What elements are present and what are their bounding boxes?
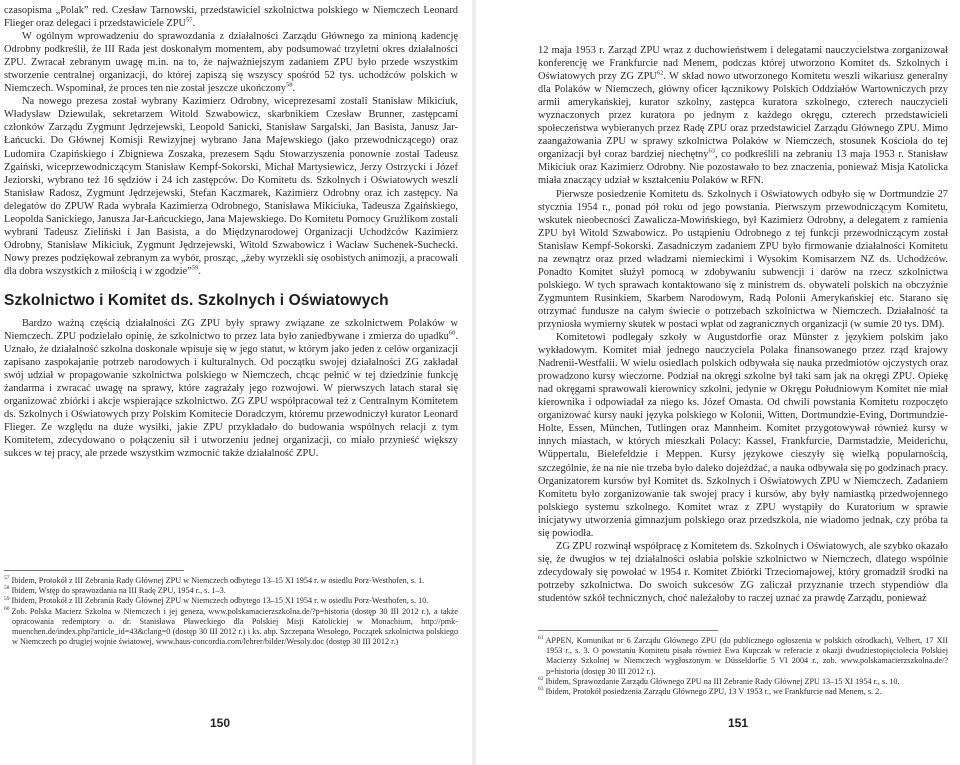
footnotes <box>4 570 458 647</box>
footnote: $^{58}$ Ibidem, Wstęp do sprawozdania na III Radę ZPU, 1954 r., s. 1–3. <box>4 585 226 596</box>
paragraph: W ogólnym wprowadzeniu do sprawozdania z działalności Zarządu Głównego za minioną kadencję Odrobny podkreślił, że III Rada jest doskonałym momentem, aby podsumować trzyletni okres działalności ZPU. Zwracał zebranym uwagę m.in. na to, że najważniejszym zadaniem ZPU było przede wszystkim stworzenie centralnej organizacji, do której zapiszą się wszyscy spośród 52 tys. uchodźców polskich w Niemczech. Wspominał, że proces ten nie został jeszcze ukończony$^{58}$. <box>4 31 458 95</box>
right-page <box>478 0 960 765</box>
footnote-ref: 62 <box>656 69 664 77</box>
left-page <box>0 0 470 765</box>
paragraph: Pierwsze posiedzenie Komitetu ds. Szkolnych i Oświatowych odbyło się w Dortmundzie 27 stycznia 1954 r., ponad pół roku od jego powstania. Pierwszym przewodniczącym Komitetu, wskutek nieobecności Zawalicza-Mowińskiego, był Kazimierz Odrobny, a delegatem z ramienia ZPU był Witold Szwabowicz. Po ustąpieniu Odrobnego z tej funkcji przewodniczącym został Stanisław Kempf-Sokorski. Zasadniczym zadaniem ZPU było firmowanie działalności Komitetu na zewnątrz oraz przed władzami niemieckimi i Wysokim Komisarzem NZ ds. Uchodźców. Ponadto Komitet służył pomocą w zdobywaniu subwencji i darów na rzecz szkolnictwa polskiego. W tych sprawach kontaktowano się z ministrem ds. obywateli polskich na obczyźnie Zygmuntem Rusinkiem, Skarbem Narodowym, Radą Polonii Amerykańskiej etc. Starano się otrzymać fundusze na całym świecie o potrzebach szkolnictwa w Niemczech. Działalność ta przyniosła wymierny skutek w postaci wpłat od zagranicznych organizacji (w sumie 20 tys. DM). <box>538 188 948 330</box>
section <box>4 292 458 461</box>
footnote: $^{57}$ Ibidem, Protokół z III Zebrania Rady Głównej ZPU w Niemczech odbytego 13–15 XI 1954 r. w osiedlu Porz-Westhofen, s. 1. <box>4 575 425 585</box>
footnote-ref: 58 <box>285 81 293 89</box>
footnote: $^{59}$ Ibidem, Protokół z III Zebrania Rady Głównej ZPU w Niemczech odbytego 13–15 XI 1954 r. w osiedlu Porz-Westhofen, s. 10. <box>4 595 429 606</box>
footnote: $^{62}$ Ibidem, Sprawozdanie Zarządu Głównego ZPU na III Zebranie Rady Głównej ZPU 13–15 XI 1954 r., s. 10. <box>538 676 900 686</box>
page-number: 151 <box>728 716 749 730</box>
section-heading: Szkolnictwo i Komitet ds. Szkolnych i Oświatowych <box>4 291 389 309</box>
paragraph: 12 maja 1953 r. Zarząd ZPU wraz z duchowieństwem i delegatami nauczycielstwa zorganizował konferencję we Frankfurcie nad Menem, podczas której utworzono Komitet ds. Szkolnych i Oświatowych przy ZG ZPU$^{62}$. W skład nowo utworzonego Komitetu weszli wikariusz generalny dla Polaków w Niemczech, główny oficer łącznikowy Polskich Oddziałów Wartowniczych przy armii amerykańskiej, kurator szkolny, zastępca kuratora szkolnego, czterech nauczycieli wyznaczonych przez kuratora po jednym z każdego okręgu, czterech przedstawicieli społeczeństwa wybieranych przez Radę ZPU oraz przedstawiciel Zarządu Głównego ZPU. Mimo zaangażowania ZPU w sprawy szkolnictwa Polaków w Niemczech, stosunek Kościoła do tej organizacji był coraz bardziej niechętny$^{63}$, co podkreślili na zebraniu 13 maja 1953 r. Stanisław Mikiciuk oraz Kazimierz Odrobny. Nie pozostawało to bez znaczenia, ponieważ Misja Katolicka miała znaczący udział w kształceniu Polaków w RFN. <box>538 45 949 187</box>
footnote: $^{63}$ Ibidem, Protokół posiedzenia Zarządu Głównego ZPU, 13 V 1953 r., we Frankfurcie nad Menem, s. 2. <box>538 686 882 697</box>
paragraph: ZG ZPU rozwinął współpracę z Komitetem ds. Szkolnych i Oświatowych, ale szybko okazało się, że dwugłos w tej działalności osłabia polskie szkolnictwo w Niemczech, dlatego wspólnie zdecydowały się powołać w 1954 r. Komitet Zbiórki Trzeciomajowej, który gromadził środki na potrzeby szkolnictwa. Do swoich sukcesów ZG zaliczał przyznanie trzech stypendiów dla studentów szkół technicznych, choć należałoby to raczej uznać za prawdę Zarządu, ponieważ <box>538 540 948 604</box>
footnote-ref: 59 <box>191 264 199 272</box>
paragraph: Komitetowi podlegały szkoły w Augustdorfie oraz Münster z językiem polskim jako wykładowym. Komitet miał jednego nauczyciela Polaka finansowanego przez rząd krajowy Nadrenii-Westfalii. W wielu osiedlach polskich odbywała się nauka przedmiotów ojczystych oraz prowadzono kursy wieczorne. Podział na okręgi szkolne był taki sam jak na okręgi ZPU. Opiekę nad okręgami sprawowali kierownicy szkolni, jedynie w Okręgu Południowym Komitet nie miał kierownika i odpowiadał za niego ks. Józef Omasta. Od chwili powstania Komitetu rozpoczęto organizować kursy nauki języka polskiego w Kolonii, Witten, Dortmundzie-Eving, Dortmundzie-Holte, Essen, München, Tutlingen oraz Mannheim. Komitet przygotowywał również kursy w innych miastach, w których mieszkali Polacy: Kassel, Frankfurcie, Darmstadzie, Meiderichu, Wüppertalu, Bielefeldzie i Meppen. Kursy językowe cieszyły się wielką popularnością, szczególnie, że na nie nie trzeba było daleko dojeżdżać, a nauka odbywała się po godzinach pracy. Organizatorem kursów był Komitet ds. Szkolnych i Oświatowych ZPU w Niemczech. Zadaniem Komitetu było zorganizowanie tak swojej pracy i kursów, aby były namiastką przedwojennego polskiego systemu szkolnego. Komitet wraz z ZPU wystąpiły do Kuratorium w sprawie inicjatywy utworzenia gimnazjum polskiego oraz przedszkola, nie wiadomo jednak, czy próba ta się powiodła. <box>538 332 948 539</box>
footnote-divider <box>4 570 184 571</box>
footnote-ref: 57 <box>186 16 193 24</box>
footnote: $^{61}$ APPEN, Komunikat nr 6 Zarządu Głównego ZPU (do publicznego ogłoszenia w polskich ośrodkach), Velbert, 17 XII 1953 r., s. 3. O powstaniu Komitetu pisała również Ewa Kupczak w referacie z okazji dwudziestopięciolecia Polskiej Macierzy Szkolnej w Niemczech wygłoszonym w Düsseldorfie 5 VI 2004 r., zob. www.polskamacierzszkolna.de/?p=historia (dostęp 30 III 2012 r.). <box>538 635 948 676</box>
footnote-divider <box>538 630 718 631</box>
paragraph: czasopisma „Polak” red. Czesław Tarnowski, przedstawiciel szkolnictwa polskiego w Niemczech Leonard Flieger oraz delegaci i przedstawiciele ZPU$^{57}$. <box>4 5 458 30</box>
paragraph: Na nowego prezesa został wybrany Kazimierz Odrobny, wiceprezesami zostali Stanisław Mikiciuk, Władysław Dziewulak, sekretarzem Witold Szwabowicz, skarbnikiem Czesław Brunner, zastępcami członków Zarządu Zygmunt Jędrzejewski, Leopold Sanicki, Stanisław Sargalski, Jan Basista, Janusz Jar-Łańcucki. Do Głównej Komisji Rewizyjnej wybrano Jana Majewskiego (jako przewodniczącego) oraz Ludomira Czapińskiego i Zbigniewa Zoszaka, prezesem Sądu Stowarzyszenia ponownie został Tadeusz Zgaiński, wiceprzewodniczącym Stanisław Kempf-Sokorski, Michał Martysiewicz, Jerzy Ostrzycki i Józef Jeziorski, wybrano też 16 sędziów i 24 ich zastępców. Do Komitetu ds. Szkolnych i Oświatowych weszli Stanisław Radosz, Zygmunt Jędrzejewski, Stefan Kaczmarek, Kazimierz Odrobny oraz ich zastępcy. Na delegatów do ZPUW Rada wybrała Kazimierza Odrobnego, Stanisława Mikiciuka, Tadeusza Zgaińskiego, Leopolda Sanickiego, Janusza Jar-Łańcuckiego, Jana Majewskiego. Do Komitetu Pomocy Grużlikom zostali wybrani Tadeusz Zieliński i Jan Basista, a do Międzynarodowej Organizacji Uchodźców Kazimierz Odrobny, Stanisław Mikiciuk, Zygmunt Jędrzejewski, Witold Szwabowicz i Wacław Suchenek-Suchecki. Nowy prezes podziękował zebranym za wybór, prosząc, „żeby wyrzekli się osobistych animozji, a pracowali dla dobra wszystkich z miłością i w zgodzie”$^{59}$. <box>4 96 458 277</box>
right-page-body <box>538 44 948 605</box>
paragraph: Bardzo ważną częścią działalności ZG ZPU były sprawy związane ze szkolnictwem Polaków w Niemczech. ZPU podzielało opinię, że szkolnictwo to przez lata było zaniedbywane i zmierza do upadku$^{60}$. Uznało, że działalność szkolna doskonale wpisuje się w jego statut, w którym jako jeden z celów organizacji zapisano zaspokajanie potrzeb narodowych i kulturalnych. Od początku swojej działalności ZG zakładał swój udział w propagowanie szkolnictwa polskiego w Niemczech, chcąc pełnić w tej dziedzinie funkcję żandarma i zwracać uwagę na sprawy, które zagrażały jego rozwojowi. W pierwszych latach starał się organizować zbiórki i akcje wspierające szkolnictwo. ZG ZPU współpracował też z Centralnym Komitetem ds. Szkolnych i Oświatowych przy Polskim Komitecie Doradczym, któremu przewodniczył kurator Leonard Flieger. Ze względu na duże wysiłki, jakie ZPU przykładało do budowania wspólnych relacji z tym Komitetem, zdecydowano o połączeniu sił i utworzeniu jednej organizacji, co miało przynieść większy sukces w tej pracy, ale przede wszystkim wzmocnić także działalność ZPU. <box>4 317 458 460</box>
footnote: $^{60}$ Zob. Polska Macierz Szkolna w Niemczech i jej geneza, www.polskamacierzszkolna.de/?p=historia (dostęp 30 III 2012 r.), a także opracowania redemptory o. dr. Stanisława Pławeckiego dla Polskiej Misji Katolickiej w Monachium, http://pmk-muenchen.de/index.php?article_id=43&clang=0 (dostęp 30 III 2012 r.) i ks. abp. Szczepana Wesołego, Początek szkolnictwa polskiego w Niemczech po drugiej wojnie światowej, www.haus-concordia.com/lehrer/bilder/Wesoly.doc (dostęp 30 III 2012 r.) <box>4 605 458 647</box>
footnote-ref: 60 <box>448 329 456 337</box>
footnotes <box>538 630 948 697</box>
footnote-ref: 63 <box>708 147 715 155</box>
left-page-body <box>4 4 458 278</box>
book-gutter <box>472 0 476 765</box>
page-number: 150 <box>210 716 231 730</box>
